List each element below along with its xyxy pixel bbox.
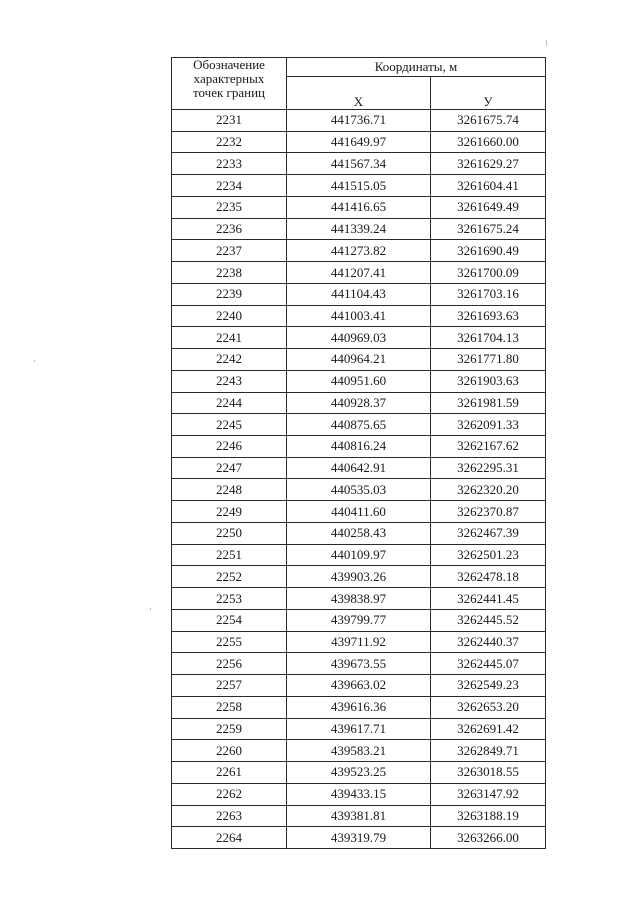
- coord-y: 3262549.23: [431, 675, 546, 697]
- coord-x: 439663.02: [287, 675, 431, 697]
- table-row: [172, 827, 546, 849]
- point-number: 2254: [172, 609, 287, 631]
- coord-y: 3262370.87: [431, 501, 546, 523]
- coord-x: 441339.24: [287, 218, 431, 240]
- coord-y: 3262320.20: [431, 479, 546, 501]
- table-row: [172, 110, 546, 132]
- point-number: 2248: [172, 479, 287, 501]
- header-x: X: [287, 77, 431, 110]
- coord-y: 3262849.71: [431, 740, 546, 762]
- coord-x: 439523.25: [287, 762, 431, 784]
- coord-x: 439711.92: [287, 631, 431, 653]
- coord-y: 3261690.49: [431, 240, 546, 262]
- point-number: 2257: [172, 675, 287, 697]
- point-number: 2264: [172, 827, 287, 849]
- coord-y: 3261981.59: [431, 392, 546, 414]
- coord-y: 3261660.00: [431, 131, 546, 153]
- coord-x: 441003.41: [287, 305, 431, 327]
- coord-x: 439616.36: [287, 696, 431, 718]
- coord-x: 439433.15: [287, 783, 431, 805]
- coord-y: 3262691.42: [431, 718, 546, 740]
- point-number: 2263: [172, 805, 287, 827]
- coord-x: 440109.97: [287, 544, 431, 566]
- table-row: [172, 392, 546, 414]
- coord-y: 3261771.80: [431, 349, 546, 371]
- coord-y: 3262478.18: [431, 566, 546, 588]
- point-number: 2259: [172, 718, 287, 740]
- coord-x: 441207.41: [287, 262, 431, 284]
- point-number: 2245: [172, 414, 287, 436]
- scan-speck: [150, 608, 151, 610]
- coord-y: 3261649.49: [431, 196, 546, 218]
- point-number: 2262: [172, 783, 287, 805]
- point-number: 2241: [172, 327, 287, 349]
- table-row: [172, 718, 546, 740]
- table-row: [172, 675, 546, 697]
- coord-x: 440642.91: [287, 457, 431, 479]
- coord-x: 439319.79: [287, 827, 431, 849]
- coord-y: 3261675.74: [431, 110, 546, 132]
- coord-x: 440951.60: [287, 370, 431, 392]
- point-number: 2244: [172, 392, 287, 414]
- header-point-designation: [172, 58, 287, 110]
- table-row: [172, 218, 546, 240]
- coord-x: 441567.34: [287, 153, 431, 175]
- point-number: 2243: [172, 370, 287, 392]
- point-number: 2231: [172, 110, 287, 132]
- table-row: [172, 783, 546, 805]
- table-row: [172, 436, 546, 458]
- coord-y: 3261693.63: [431, 305, 546, 327]
- point-number: 2261: [172, 762, 287, 784]
- point-number: 2237: [172, 240, 287, 262]
- coord-x: 439583.21: [287, 740, 431, 762]
- coord-y: 3261703.16: [431, 283, 546, 305]
- table-row: [172, 305, 546, 327]
- coord-x: 439903.26: [287, 566, 431, 588]
- coord-x: 441649.97: [287, 131, 431, 153]
- table-row: [172, 588, 546, 610]
- coord-y: 3262445.07: [431, 653, 546, 675]
- point-number: 2232: [172, 131, 287, 153]
- coord-x: 440969.03: [287, 327, 431, 349]
- coord-x: 439381.81: [287, 805, 431, 827]
- coord-x: 439617.71: [287, 718, 431, 740]
- table-row: [172, 153, 546, 175]
- table-row: [172, 501, 546, 523]
- table-row: [172, 262, 546, 284]
- table-row: [172, 240, 546, 262]
- coord-y: 3263188.19: [431, 805, 546, 827]
- coord-y: 3262295.31: [431, 457, 546, 479]
- header-coordinates: Координаты, м: [287, 58, 546, 77]
- coord-x: 441416.65: [287, 196, 431, 218]
- point-number: 2255: [172, 631, 287, 653]
- header-point-line: характерных: [193, 71, 265, 86]
- coord-x: 440928.37: [287, 392, 431, 414]
- point-number: 2251: [172, 544, 287, 566]
- coord-x: 441104.43: [287, 283, 431, 305]
- table-row: [172, 740, 546, 762]
- point-number: 2240: [172, 305, 287, 327]
- scan-speck: [34, 360, 35, 362]
- table-row: [172, 283, 546, 305]
- coord-y: 3261629.27: [431, 153, 546, 175]
- header-y: У: [431, 77, 546, 110]
- point-number: 2238: [172, 262, 287, 284]
- coord-y: 3261675.24: [431, 218, 546, 240]
- table-row: [172, 522, 546, 544]
- point-number: 2246: [172, 436, 287, 458]
- coord-y: 3262167.62: [431, 436, 546, 458]
- point-number: 2252: [172, 566, 287, 588]
- coord-y: 3263018.55: [431, 762, 546, 784]
- coord-y: 3262653.20: [431, 696, 546, 718]
- point-number: 2235: [172, 196, 287, 218]
- coord-y: 3261700.09: [431, 262, 546, 284]
- point-number: 2253: [172, 588, 287, 610]
- coord-x: 441515.05: [287, 175, 431, 197]
- coord-x: 441736.71: [287, 110, 431, 132]
- table-row: [172, 544, 546, 566]
- coord-x: 440964.21: [287, 349, 431, 371]
- point-number: 2236: [172, 218, 287, 240]
- coord-y: 3262445.52: [431, 609, 546, 631]
- header-point-line: Обозначение: [193, 57, 265, 72]
- coord-y: 3262091.33: [431, 414, 546, 436]
- point-number: 2233: [172, 153, 287, 175]
- table-row: [172, 175, 546, 197]
- table-row: [172, 566, 546, 588]
- coord-x: 440411.60: [287, 501, 431, 523]
- table-row: [172, 609, 546, 631]
- coord-y: 3262501.23: [431, 544, 546, 566]
- coord-x: 440258.43: [287, 522, 431, 544]
- table-row: [172, 696, 546, 718]
- header-point-line: точек границ: [192, 85, 266, 100]
- table-row: [172, 327, 546, 349]
- table-row: [172, 457, 546, 479]
- coord-x: 440535.03: [287, 479, 431, 501]
- coord-y: 3263266.00: [431, 827, 546, 849]
- coord-x: 439673.55: [287, 653, 431, 675]
- table-row: [172, 131, 546, 153]
- coordinates-table: [171, 57, 546, 849]
- coord-x: 439838.97: [287, 588, 431, 610]
- coord-x: 440816.24: [287, 436, 431, 458]
- coord-x: 441273.82: [287, 240, 431, 262]
- table-row: [172, 631, 546, 653]
- scan-speck: [546, 40, 547, 46]
- coord-y: 3262467.39: [431, 522, 546, 544]
- coord-x: 439799.77: [287, 609, 431, 631]
- coord-y: 3262441.45: [431, 588, 546, 610]
- point-number: 2258: [172, 696, 287, 718]
- table-row: [172, 370, 546, 392]
- table-row: [172, 196, 546, 218]
- point-number: 2250: [172, 522, 287, 544]
- point-number: 2256: [172, 653, 287, 675]
- point-number: 2242: [172, 349, 287, 371]
- coord-x: 440875.65: [287, 414, 431, 436]
- table-row: [172, 653, 546, 675]
- coord-y: 3263147.92: [431, 783, 546, 805]
- coord-y: 3262440.37: [431, 631, 546, 653]
- point-number: 2247: [172, 457, 287, 479]
- point-number: 2234: [172, 175, 287, 197]
- coord-y: 3261903.63: [431, 370, 546, 392]
- table-row: [172, 762, 546, 784]
- coord-y: 3261704.13: [431, 327, 546, 349]
- table-row: [172, 805, 546, 827]
- table-row: [172, 479, 546, 501]
- point-number: 2260: [172, 740, 287, 762]
- coord-y: 3261604.41: [431, 175, 546, 197]
- table-body: [172, 110, 546, 849]
- table-row: [172, 414, 546, 436]
- point-number: 2239: [172, 283, 287, 305]
- point-number: 2249: [172, 501, 287, 523]
- table-row: [172, 349, 546, 371]
